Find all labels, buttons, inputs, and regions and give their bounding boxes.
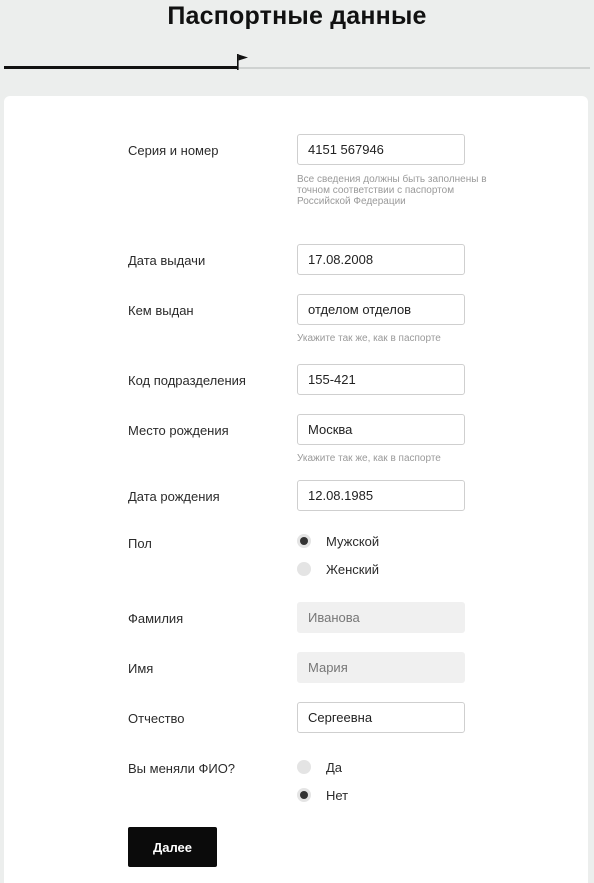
next-button[interactable]: Далее [128,827,217,867]
gender-option-male[interactable] [297,533,379,549]
birth-date-label: Дата рождения [128,489,220,504]
issued-by-input[interactable] [297,294,465,325]
progress-bar [4,54,590,72]
name-changed-option-yes[interactable] [297,759,342,775]
birth-place-hint: Укажите так же, как в паспорте [297,453,441,464]
department-code-label: Код подразделения [128,373,246,388]
gender-option-label: Женский [326,561,379,577]
radio-button[interactable] [297,760,311,774]
last-name-label: Фамилия [128,611,184,626]
first-name-input[interactable] [297,652,465,683]
birth-place-input[interactable] [297,414,465,445]
gender-label: Пол [128,536,152,551]
patronymic-label: Отчество [128,711,185,726]
birth-place-label: Место рождения [128,423,229,438]
name-changed-label: Вы меняли ФИО? [128,761,236,776]
flag-icon [236,54,250,70]
birth-date-input[interactable] [297,480,465,511]
name-changed-option-label: Нет [326,787,349,803]
last-name-input[interactable] [297,602,465,633]
passport-number-input[interactable] [297,134,465,165]
radio-button[interactable] [297,788,311,802]
page-title: Паспортные данные [167,2,427,30]
first-name-label: Имя [128,661,154,676]
issue-date-input[interactable] [297,244,465,275]
passport-number-label: Серия и номер [128,143,219,158]
issued-by-hint: Укажите так же, как в паспорте [297,333,441,344]
patronymic-input[interactable] [297,702,465,733]
name-changed-option-no[interactable] [297,787,348,803]
passport-form-card [4,96,588,883]
issued-by-label: Кем выдан [128,303,194,318]
gender-option-female[interactable] [297,561,379,577]
department-code-input[interactable] [297,364,465,395]
radio-button[interactable] [297,534,311,548]
radio-button[interactable] [297,562,311,576]
name-changed-option-label: Да [326,759,343,775]
gender-option-label: Мужской [326,533,380,549]
progress-fill [4,66,238,69]
issue-date-label: Дата выдачи [128,253,206,268]
passport-number-hint: Все сведения должны быть заполнены в точном соответствии с паспортом Российской Федерации [297,174,487,207]
